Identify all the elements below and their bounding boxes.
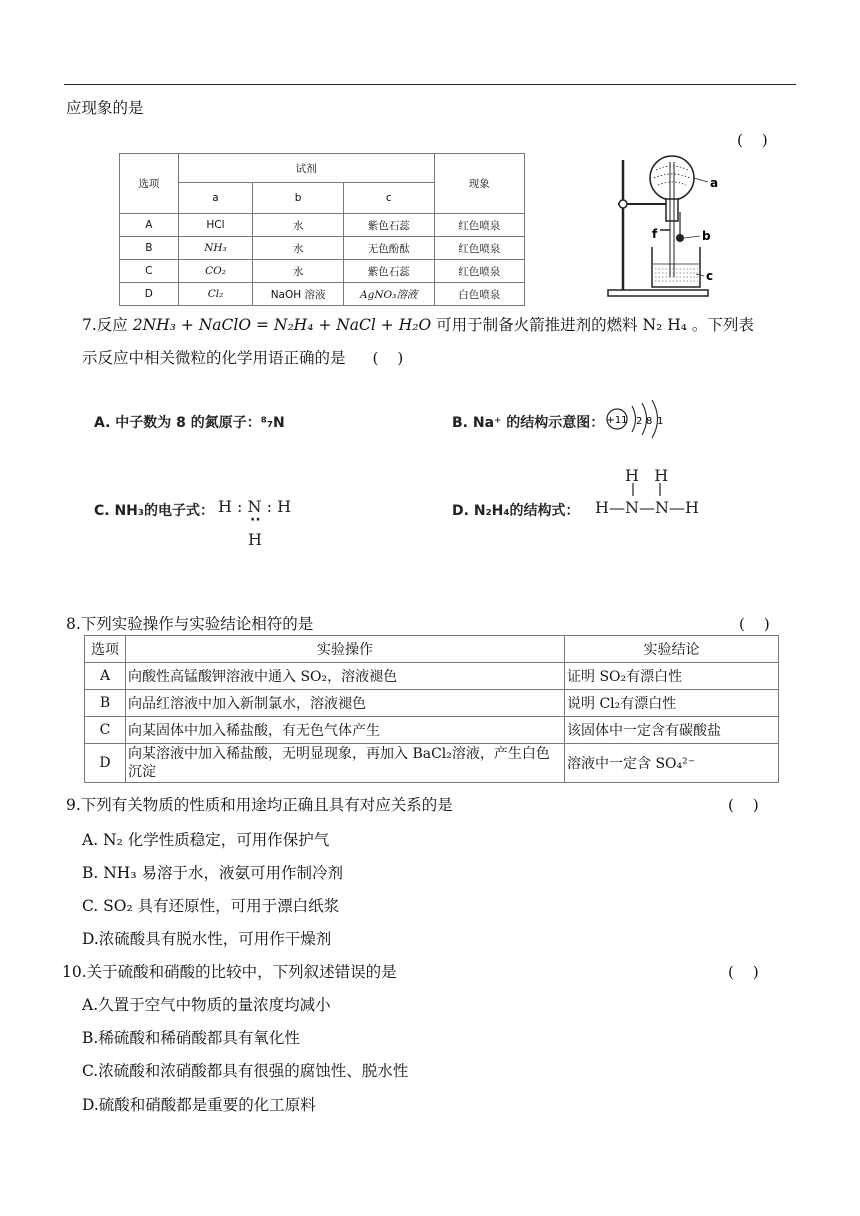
q7-equation: 2NH₃ + NaClO = N₂H₄ + NaCl + H₂O xyxy=(132,316,432,334)
q7-option-a: A. 中子数为 8 的氮原子：⁸₇N xyxy=(94,415,285,431)
q7-stem-line1 xyxy=(82,316,754,335)
q10-option-c: C.浓硫酸和浓硝酸都具有很强的腐蚀性、脱水性 xyxy=(82,1062,409,1080)
q10-answer-blank: ( ) xyxy=(728,963,759,981)
q7-answer-blank: ( ) xyxy=(372,349,404,367)
q7-option-d: D. N₂H₄的结构式： xyxy=(452,503,580,519)
shell-3-electrons: 1 xyxy=(657,416,664,427)
q6-row-c: 无色酚酞 xyxy=(343,237,434,260)
q6-row-c: 紫色石蕊 xyxy=(343,260,434,283)
q8-row-option: D xyxy=(85,744,126,783)
table-row xyxy=(120,283,525,306)
label-c: c xyxy=(706,269,714,283)
label-a: a xyxy=(710,176,719,190)
fountain-apparatus-figure xyxy=(600,152,730,300)
q8-table xyxy=(84,635,779,783)
q6-row-b: 水 xyxy=(253,214,344,237)
q6-row-option: C xyxy=(120,260,179,283)
table-row xyxy=(120,260,525,283)
q9-option-d: D.浓硫酸具有脱水性，可用作干燥剂 xyxy=(82,930,332,948)
continued-question-text: 应现象的是 xyxy=(66,99,144,117)
header-rule xyxy=(64,84,796,85)
nh3-lone-pair: ·· xyxy=(250,512,261,528)
q6-row-phenomenon: 红色喷泉 xyxy=(434,214,524,237)
q6-header-a: a xyxy=(178,183,253,214)
q6-row-a: NH₃ xyxy=(178,237,253,260)
n2h4-top-hydrogens: H H xyxy=(625,466,669,485)
shell-2-electrons: 8 xyxy=(646,416,653,427)
nh3-electron-formula: H : N : H xyxy=(218,497,292,516)
q8-row-conclusion: 溶液中一定含 SO₄²⁻ xyxy=(565,744,779,783)
q8-answer-blank: ( ) xyxy=(739,615,770,633)
q8-row-option: A xyxy=(85,663,126,690)
q9-option-a: A. N₂ 化学性质稳定，可用作保护气 xyxy=(82,831,330,849)
label-f: f xyxy=(652,227,658,241)
q6-row-a: HCl xyxy=(178,214,253,237)
na-ion-structure-diagram xyxy=(604,398,670,440)
q6-row-c: AgNO₃溶液 xyxy=(343,283,434,306)
q6-row-option: B xyxy=(120,237,179,260)
q7-line2: 示反应中相关微粒的化学用语正确的是 xyxy=(82,349,346,367)
label-b: b xyxy=(702,229,711,243)
q9-stem: 9.下列有关物质的性质和用途均正确且具有对应关系的是 xyxy=(66,796,453,814)
q7-option-c: C. NH₃的电子式： xyxy=(94,503,215,519)
q6-row-a: CO₂ xyxy=(178,260,253,283)
table-row xyxy=(85,744,779,783)
q10-option-b: B.稀硫酸和稀硝酸都具有氧化性 xyxy=(82,1029,300,1047)
q9-option-c: C. SO₂ 具有还原性，可用于漂白纸浆 xyxy=(82,897,340,915)
n2h4-vertical-bonds xyxy=(628,482,668,498)
q6-row-option: A xyxy=(120,214,179,237)
q6-row-b: 水 xyxy=(253,260,344,283)
n2h4-structural-chain: H—N—N—H xyxy=(595,498,699,517)
q8-row-option: C xyxy=(85,717,126,744)
table-row xyxy=(85,690,779,717)
q7-prefix: 7.反应 xyxy=(82,316,128,334)
q8-row-option: B xyxy=(85,690,126,717)
nucleus-charge: +11 xyxy=(606,415,628,426)
q8-row-conclusion: 该固体中一定含有碳酸盐 xyxy=(565,717,779,744)
table-row xyxy=(120,237,525,260)
q6-row-c: 紫色石蕊 xyxy=(343,214,434,237)
table-header-row xyxy=(85,636,779,663)
table-row xyxy=(85,717,779,744)
q6-row-phenomenon: 红色喷泉 xyxy=(434,260,524,283)
q10-stem: 10.关于硫酸和硝酸的比较中，下列叙述错误的是 xyxy=(62,963,397,981)
q6-row-b: 水 xyxy=(253,237,344,260)
q6-row-phenomenon: 红色喷泉 xyxy=(434,237,524,260)
table-row xyxy=(85,663,779,690)
q9-option-b: B. NH₃ 易溶于水，液氨可用作制冷剂 xyxy=(82,864,343,882)
q8-header-option: 选项 xyxy=(85,636,126,663)
q8-row-operation: 向酸性高锰酸钾溶液中通入 SO₂，溶液褪色 xyxy=(126,663,565,690)
shell-1-electrons: 2 xyxy=(636,416,643,427)
q7-suffix: 可用于制备火箭推进剂的燃料 N₂ H₄ 。下列表 xyxy=(436,316,754,334)
q8-row-operation: 向品红溶液中加入新制氯水，溶液褪色 xyxy=(126,690,565,717)
q6-table xyxy=(119,153,525,306)
q6-header-b: b xyxy=(253,183,344,214)
q7-stem-line2 xyxy=(82,349,403,368)
q6-row-b: NaOH 溶液 xyxy=(253,283,344,306)
table-row xyxy=(120,214,525,237)
q8-header-conclusion: 实验结论 xyxy=(565,636,779,663)
q10-option-a: A.久置于空气中物质的量浓度均减小 xyxy=(82,996,331,1014)
q6-row-option: D xyxy=(120,283,179,306)
q8-stem: 8.下列实验操作与实验结论相符的是 xyxy=(66,615,314,633)
q6-header-reagent: 试剂 xyxy=(178,154,434,183)
q8-row-conclusion: 证明 SO₂有漂白性 xyxy=(565,663,779,690)
q6-header-phenomenon: 现象 xyxy=(434,154,524,214)
q6-header-c: c xyxy=(343,183,434,214)
q7-option-b: B. Na⁺ 的结构示意图： xyxy=(452,415,605,431)
q9-answer-blank: ( ) xyxy=(728,796,759,814)
q10-option-d: D.硫酸和硝酸都是重要的化工原料 xyxy=(82,1096,316,1114)
q6-row-phenomenon: 白色喷泉 xyxy=(434,283,524,306)
q8-header-operation: 实验操作 xyxy=(126,636,565,663)
q8-row-operation: 向某固体中加入稀盐酸，有无色气体产生 xyxy=(126,717,565,744)
q8-row-conclusion: 说明 Cl₂有漂白性 xyxy=(565,690,779,717)
q6-header-option: 选项 xyxy=(120,154,179,214)
q6-row-a: Cl₂ xyxy=(178,283,253,306)
q8-row-operation: 向某溶液中加入稀盐酸，无明显现象，再加入 BaCl₂溶液，产生白色沉淀 xyxy=(126,744,565,783)
q6-answer-blank: ( ) xyxy=(737,131,768,149)
nh3-bottom-h: H xyxy=(248,530,262,549)
